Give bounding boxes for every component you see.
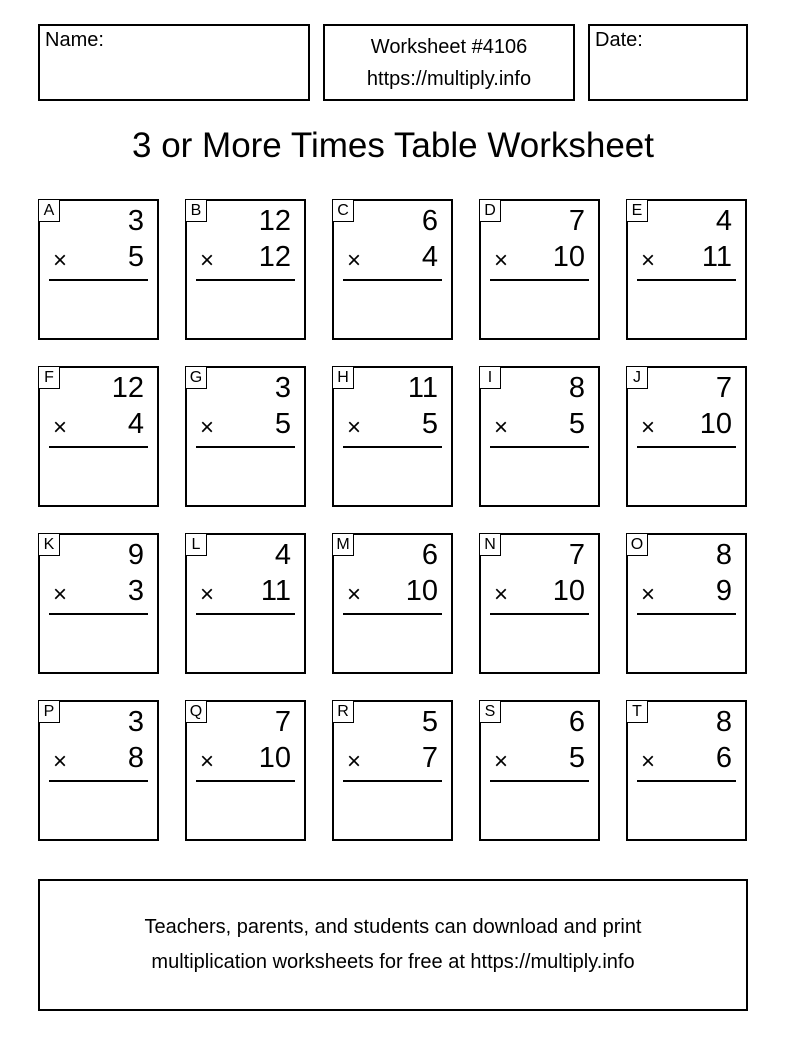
times-sign: × xyxy=(494,414,509,441)
problem-card[interactable] xyxy=(479,700,600,841)
multiplier: 10 xyxy=(552,241,585,273)
times-sign: × xyxy=(53,748,68,775)
problem-letter: P xyxy=(38,700,60,723)
date-box[interactable] xyxy=(588,24,748,101)
multiplicand: 7 xyxy=(568,205,585,237)
multiplicand: 3 xyxy=(127,205,144,237)
multiplier: 5 xyxy=(568,742,585,774)
answer-line xyxy=(490,446,589,448)
answer-line xyxy=(490,780,589,782)
problem-letter: R xyxy=(332,700,354,723)
multiplier: 4 xyxy=(421,241,438,273)
problem-letter: O xyxy=(626,533,648,556)
multiplicand: 6 xyxy=(568,706,585,738)
problem-card[interactable] xyxy=(185,533,306,674)
times-sign: × xyxy=(200,247,215,274)
multiplier: 8 xyxy=(127,742,144,774)
worksheet-info-box xyxy=(323,24,575,101)
problem-card[interactable] xyxy=(626,199,747,340)
times-sign: × xyxy=(53,581,68,608)
answer-line xyxy=(49,446,148,448)
problem-letter: E xyxy=(626,199,648,222)
problem-letter: L xyxy=(185,533,207,556)
multiplier: 4 xyxy=(127,408,144,440)
problem-letter: D xyxy=(479,199,501,222)
answer-line xyxy=(637,780,736,782)
answer-line xyxy=(343,446,442,448)
times-sign: × xyxy=(494,247,509,274)
times-sign: × xyxy=(53,247,68,274)
multiplier: 5 xyxy=(127,241,144,273)
multiplicand: 7 xyxy=(715,372,732,404)
problem-letter: Q xyxy=(185,700,207,723)
answer-line xyxy=(196,780,295,782)
page-title: 3 or More Times Table Worksheet xyxy=(132,126,654,165)
problem-card[interactable] xyxy=(38,533,159,674)
times-sign: × xyxy=(200,414,215,441)
problem-letter: K xyxy=(38,533,60,556)
worksheet-number: Worksheet #4106 xyxy=(370,35,528,58)
multiplier: 12 xyxy=(258,241,291,273)
multiplicand: 12 xyxy=(258,205,291,237)
answer-line xyxy=(196,279,295,281)
problem-card[interactable] xyxy=(332,366,453,507)
times-sign: × xyxy=(347,581,362,608)
problem-letter: S xyxy=(479,700,501,723)
problem-card[interactable] xyxy=(38,199,159,340)
problem-card[interactable] xyxy=(479,366,600,507)
multiplicand: 7 xyxy=(568,539,585,571)
multiplier: 5 xyxy=(421,408,438,440)
multiplicand: 8 xyxy=(715,539,732,571)
footer-box xyxy=(38,879,748,1011)
times-sign: × xyxy=(347,748,362,775)
times-sign: × xyxy=(347,247,362,274)
multiplier: 10 xyxy=(258,742,291,774)
answer-line xyxy=(196,446,295,448)
multiplier: 9 xyxy=(715,575,732,607)
answer-line xyxy=(196,613,295,615)
multiplicand: 4 xyxy=(715,205,732,237)
problem-letter: H xyxy=(332,366,354,389)
answer-line xyxy=(343,279,442,281)
problem-letter: A xyxy=(38,199,60,222)
problem-card[interactable] xyxy=(185,366,306,507)
answer-line xyxy=(490,279,589,281)
name-label: Name: xyxy=(45,29,104,51)
multiplier: 11 xyxy=(701,241,732,273)
answer-line xyxy=(49,780,148,782)
multiplicand: 3 xyxy=(127,706,144,738)
times-sign: × xyxy=(641,414,656,441)
times-sign: × xyxy=(494,581,509,608)
answer-line xyxy=(343,613,442,615)
problem-letter: F xyxy=(38,366,60,389)
multiplicand: 8 xyxy=(715,706,732,738)
answer-line xyxy=(637,446,736,448)
problem-card[interactable] xyxy=(38,366,159,507)
problem-card[interactable] xyxy=(332,199,453,340)
times-sign: × xyxy=(641,748,656,775)
multiplier: 3 xyxy=(127,575,144,607)
problem-card[interactable] xyxy=(185,700,306,841)
times-sign: × xyxy=(200,581,215,608)
date-label: Date: xyxy=(595,29,643,51)
problem-card[interactable] xyxy=(626,700,747,841)
problem-card[interactable] xyxy=(185,199,306,340)
multiplicand: 5 xyxy=(421,706,438,738)
problem-card[interactable] xyxy=(332,533,453,674)
problem-letter: B xyxy=(185,199,207,222)
multiplier: 6 xyxy=(715,742,732,774)
multiplier: 11 xyxy=(260,575,291,607)
times-sign: × xyxy=(641,247,656,274)
multiplicand: 8 xyxy=(568,372,585,404)
multiplicand: 12 xyxy=(111,372,144,404)
times-sign: × xyxy=(53,414,68,441)
footer-line-1: Teachers, parents, and students can download and print xyxy=(144,916,642,938)
multiplier: 10 xyxy=(699,408,732,440)
multiplicand: 4 xyxy=(274,539,291,571)
answer-line xyxy=(343,780,442,782)
multiplier: 5 xyxy=(274,408,291,440)
multiplicand: 6 xyxy=(421,539,438,571)
problem-letter: G xyxy=(185,366,207,389)
problem-card[interactable] xyxy=(332,700,453,841)
multiplier: 5 xyxy=(568,408,585,440)
problem-letter: T xyxy=(626,700,648,723)
problem-letter: C xyxy=(332,199,354,222)
times-sign: × xyxy=(641,581,656,608)
problem-card[interactable] xyxy=(626,533,747,674)
problem-card[interactable] xyxy=(626,366,747,507)
site-url: https://multiply.info xyxy=(366,67,532,90)
problem-card[interactable] xyxy=(479,199,600,340)
answer-line xyxy=(49,279,148,281)
problem-letter: J xyxy=(626,366,648,389)
problem-card[interactable] xyxy=(479,533,600,674)
problem-letter: N xyxy=(479,533,501,556)
times-sign: × xyxy=(200,748,215,775)
answer-line xyxy=(490,613,589,615)
multiplicand: 11 xyxy=(407,372,438,404)
answer-line xyxy=(637,279,736,281)
answer-line xyxy=(49,613,148,615)
times-sign: × xyxy=(347,414,362,441)
multiplier: 10 xyxy=(552,575,585,607)
name-box[interactable] xyxy=(38,24,310,101)
times-sign: × xyxy=(494,748,509,775)
answer-line xyxy=(637,613,736,615)
multiplicand: 3 xyxy=(274,372,291,404)
multiplicand: 6 xyxy=(421,205,438,237)
problem-card[interactable] xyxy=(38,700,159,841)
problem-letter: I xyxy=(479,366,501,389)
multiplier: 7 xyxy=(421,742,438,774)
problem-letter: M xyxy=(332,533,354,556)
multiplicand: 9 xyxy=(127,539,144,571)
footer-line-2: multiplication worksheets for free at https://multiply.info xyxy=(151,951,635,973)
multiplicand: 7 xyxy=(274,706,291,738)
multiplier: 10 xyxy=(405,575,438,607)
